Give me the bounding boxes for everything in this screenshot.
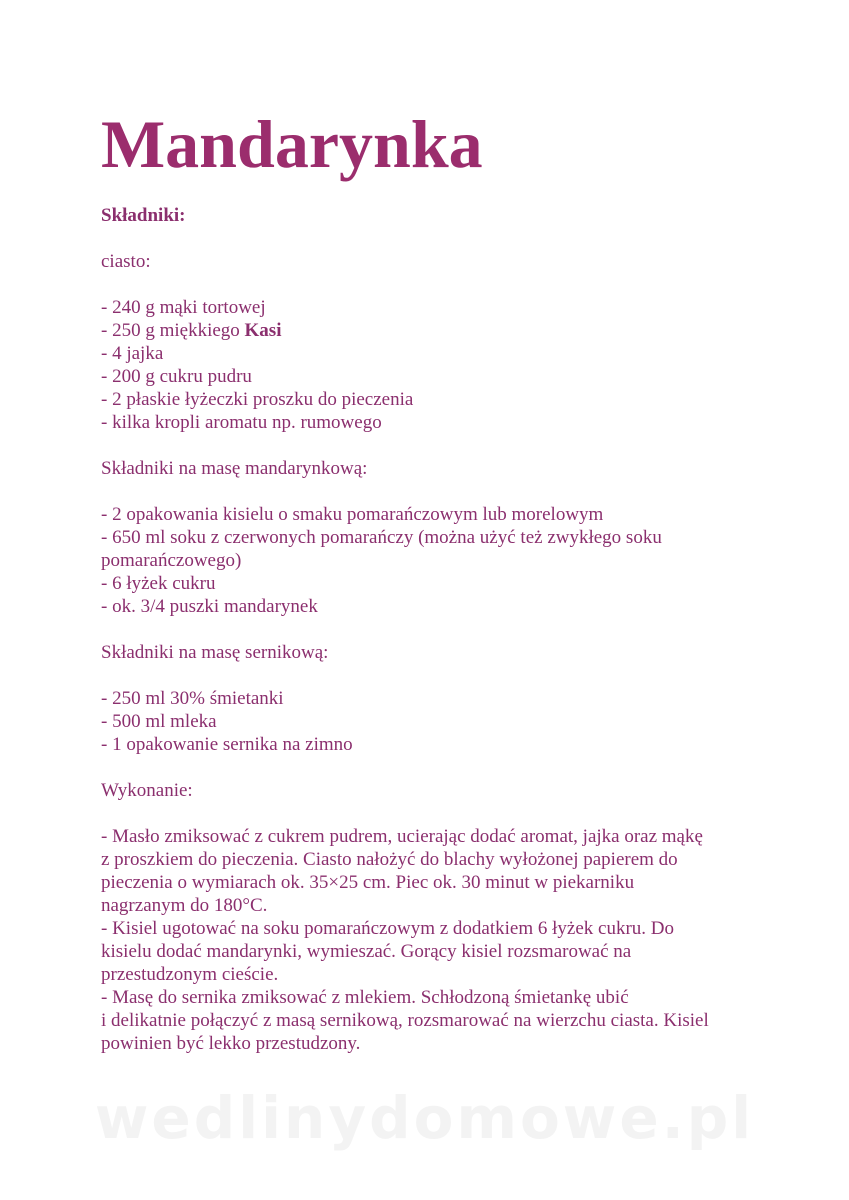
cheesecake-mass-item: - 500 ml mleka — [101, 711, 217, 732]
cheesecake-mass-heading: Składniki na masę sernikową: — [101, 642, 329, 663]
ingredients-heading: Składniki: — [101, 205, 186, 226]
dough-item: - 200 g cukru pudru — [101, 366, 252, 387]
preparation-line: nagrzanym do 180°C. — [101, 895, 268, 916]
preparation-line: - Kisiel ugotować na soku pomarańczowym z dodatkiem 6 łyżek cukru. Do — [101, 918, 675, 939]
preparation-line: powinien być lekko przestudzony. — [101, 1033, 361, 1054]
butter-brand: Kasi — [244, 320, 282, 341]
preparation-line: z proszkiem do pieczenia. Ciasto nałożyć do blachy wyłożonej papierem do — [101, 849, 678, 870]
mandarin-mass-line: - ok. 3/4 puszki mandarynek — [101, 596, 318, 617]
mandarin-mass-line: - 2 opakowania kisielu o smaku pomarańczowym lub morelowym — [101, 504, 604, 525]
dough-item: - kilka kropli aromatu np. rumowego — [101, 412, 382, 433]
preparation-line: kisielu dodać mandarynki, wymieszać. Gorący kisiel rozsmarować na — [101, 941, 632, 962]
mandarin-mass-line: pomarańczowego) — [101, 550, 242, 571]
preparation-heading: Wykonanie: — [101, 780, 193, 801]
recipe-body — [101, 204, 761, 1055]
mandarin-mass-heading: Składniki na masę mandarynkową: — [101, 458, 368, 479]
preparation-line: przestudzonym cieście. — [101, 964, 279, 985]
preparation-line: - Masę do sernika zmiksować z mlekiem. Schłodzoną śmietankę ubić — [101, 987, 629, 1008]
mandarin-mass-line: - 650 ml soku z czerwonych pomarańczy (można użyć też zwykłego soku — [101, 527, 662, 548]
dough-item-text: - 250 g miękkiego — [101, 320, 245, 341]
dough-item: - 4 jajka — [101, 343, 164, 364]
recipe-title: Mandarynka — [101, 106, 483, 182]
mandarin-mass-line: - 6 łyżek cukru — [101, 573, 216, 594]
preparation-line: i delikatnie połączyć z masą sernikową, rozsmarować na wierzchu ciasta. Kisiel — [101, 1010, 709, 1031]
dough-item — [101, 319, 761, 342]
preparation-line: - Masło zmiksować z cukrem pudrem, ucierając dodać aromat, jajka oraz mąkę — [101, 826, 703, 847]
cheesecake-mass-item: - 250 ml 30% śmietanki — [101, 688, 284, 709]
watermark: wedlinydomowe.pl — [94, 1084, 755, 1152]
preparation-line: pieczenia o wymiarach ok. 35×25 cm. Piec ok. 30 minut w piekarniku — [101, 872, 635, 893]
dough-item: - 2 płaskie łyżeczki proszku do pieczenia — [101, 389, 414, 410]
cheesecake-mass-item: - 1 opakowanie sernika na zimno — [101, 734, 353, 755]
dough-heading: ciasto: — [101, 251, 151, 272]
dough-item: - 240 g mąki tortowej — [101, 297, 266, 318]
